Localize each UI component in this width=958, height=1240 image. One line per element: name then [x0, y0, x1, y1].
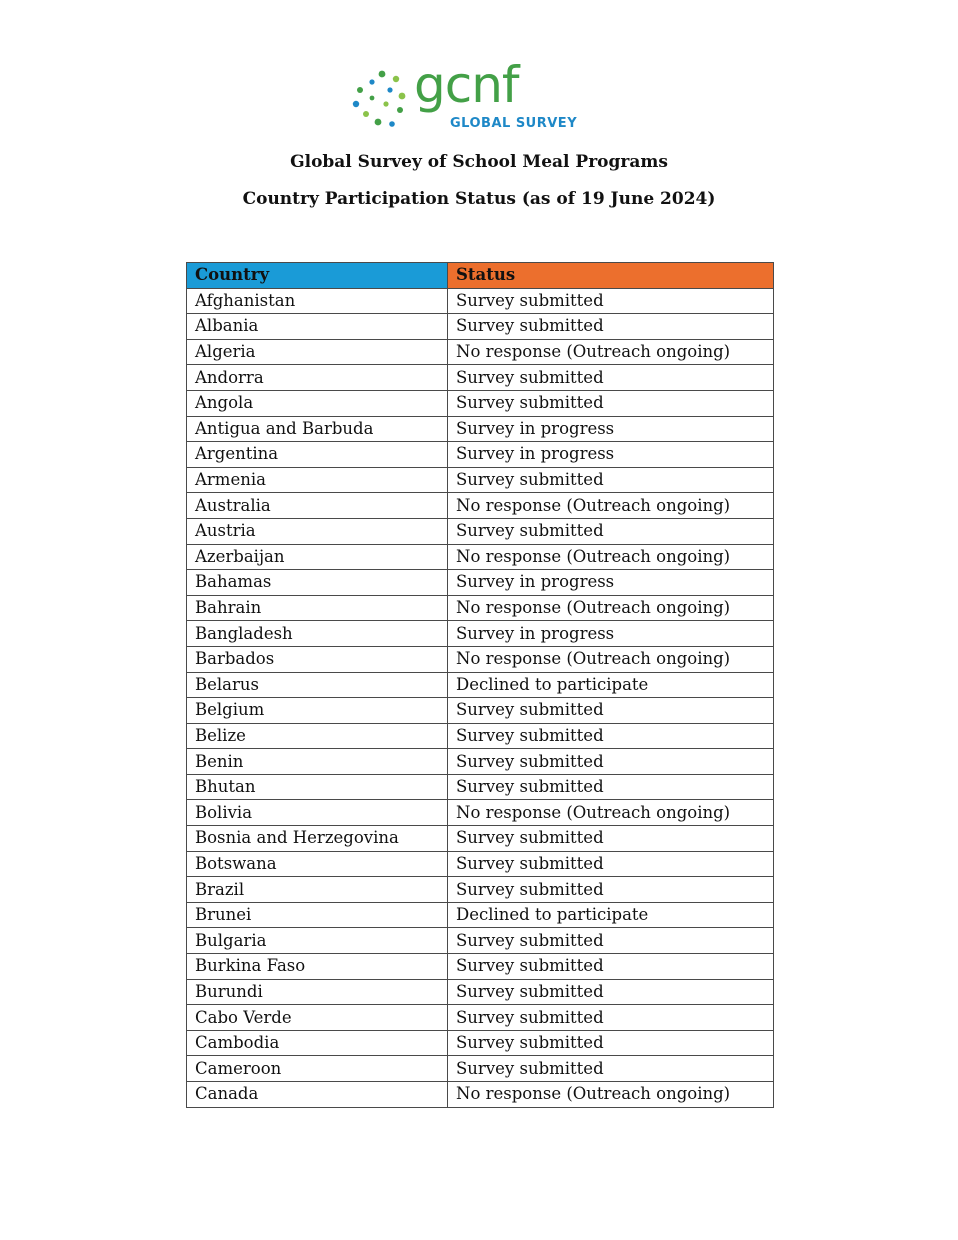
status-cell: Survey submitted — [448, 467, 774, 493]
status-cell: Declined to participate — [448, 902, 774, 928]
table-row — [187, 800, 774, 826]
table-row — [187, 979, 774, 1005]
status-cell: Survey submitted — [448, 954, 774, 980]
country-cell: Andorra — [187, 365, 448, 391]
country-cell: Canada — [187, 1082, 448, 1108]
status-cell: Survey in progress — [448, 416, 774, 442]
status-cell: No response (Outreach ongoing) — [448, 544, 774, 570]
status-cell: Survey in progress — [448, 570, 774, 596]
status-cell: No response (Outreach ongoing) — [448, 646, 774, 672]
table-row — [187, 902, 774, 928]
status-cell: Survey submitted — [448, 877, 774, 903]
country-cell: Antigua and Barbuda — [187, 416, 448, 442]
country-cell: Bhutan — [187, 774, 448, 800]
gcnf-logo — [352, 56, 592, 134]
status-cell: Survey submitted — [448, 979, 774, 1005]
table-row — [187, 851, 774, 877]
country-cell: Cabo Verde — [187, 1005, 448, 1031]
status-cell: No response (Outreach ongoing) — [448, 595, 774, 621]
status-cell: Survey submitted — [448, 1005, 774, 1031]
table-body — [187, 288, 774, 1107]
country-cell: Cambodia — [187, 1030, 448, 1056]
column-header-status: Status — [448, 263, 774, 289]
logo-wordmark: gcnf — [414, 56, 519, 114]
country-cell: Argentina — [187, 442, 448, 468]
country-cell: Burkina Faso — [187, 954, 448, 980]
table-row — [187, 646, 774, 672]
table-row — [187, 365, 774, 391]
status-cell: Survey submitted — [448, 698, 774, 724]
table-row — [187, 339, 774, 365]
status-cell: Survey submitted — [448, 1056, 774, 1082]
table-row — [187, 518, 774, 544]
table-row — [187, 826, 774, 852]
table-row — [187, 467, 774, 493]
status-cell: Survey submitted — [448, 851, 774, 877]
participation-table — [186, 262, 774, 1108]
table-row — [187, 954, 774, 980]
country-cell: Bolivia — [187, 800, 448, 826]
status-cell: Survey submitted — [448, 390, 774, 416]
country-cell: Belarus — [187, 672, 448, 698]
table-row — [187, 442, 774, 468]
status-cell: No response (Outreach ongoing) — [448, 1082, 774, 1108]
table-row — [187, 877, 774, 903]
country-cell: Barbados — [187, 646, 448, 672]
table-row — [187, 672, 774, 698]
table-row — [187, 698, 774, 724]
table-row — [187, 595, 774, 621]
table-row — [187, 544, 774, 570]
document-subtitle: Country Participation Status (as of 19 June 2024) — [242, 189, 716, 209]
country-cell: Austria — [187, 518, 448, 544]
table-row — [187, 390, 774, 416]
table-row — [187, 928, 774, 954]
country-cell: Brunei — [187, 902, 448, 928]
status-cell: No response (Outreach ongoing) — [448, 800, 774, 826]
country-cell: Australia — [187, 493, 448, 519]
country-cell: Belgium — [187, 698, 448, 724]
status-cell: Survey submitted — [448, 928, 774, 954]
country-cell: Brazil — [187, 877, 448, 903]
country-cell: Angola — [187, 390, 448, 416]
document-title: Global Survey of School Meal Programs — [290, 152, 668, 172]
country-cell: Bulgaria — [187, 928, 448, 954]
country-cell: Bahamas — [187, 570, 448, 596]
dots-logo-icon — [352, 68, 412, 130]
status-cell: Survey submitted — [448, 774, 774, 800]
status-cell: Survey submitted — [448, 723, 774, 749]
status-cell: Survey in progress — [448, 621, 774, 647]
country-cell: Bahrain — [187, 595, 448, 621]
column-header-country: Country — [187, 263, 448, 289]
country-cell: Benin — [187, 749, 448, 775]
country-cell: Azerbaijan — [187, 544, 448, 570]
table-header-row — [187, 263, 774, 289]
status-cell: Survey submitted — [448, 749, 774, 775]
logo-subtitle: GLOBAL SURVEY — [450, 116, 578, 131]
table-row — [187, 621, 774, 647]
table-row — [187, 774, 774, 800]
table-row — [187, 288, 774, 314]
status-cell: Survey submitted — [448, 288, 774, 314]
table-row — [187, 416, 774, 442]
status-cell: Declined to participate — [448, 672, 774, 698]
table-row — [187, 723, 774, 749]
country-cell: Armenia — [187, 467, 448, 493]
table-row — [187, 493, 774, 519]
status-cell: Survey submitted — [448, 314, 774, 340]
status-cell: No response (Outreach ongoing) — [448, 493, 774, 519]
table-row — [187, 1056, 774, 1082]
status-cell: Survey submitted — [448, 1030, 774, 1056]
status-cell: Survey in progress — [448, 442, 774, 468]
country-cell: Botswana — [187, 851, 448, 877]
table-row — [187, 1030, 774, 1056]
status-cell: No response (Outreach ongoing) — [448, 339, 774, 365]
country-cell: Burundi — [187, 979, 448, 1005]
country-cell: Belize — [187, 723, 448, 749]
table-row — [187, 1082, 774, 1108]
status-cell: Survey submitted — [448, 365, 774, 391]
country-cell: Afghanistan — [187, 288, 448, 314]
status-cell: Survey submitted — [448, 518, 774, 544]
country-cell: Bangladesh — [187, 621, 448, 647]
status-cell: Survey submitted — [448, 826, 774, 852]
country-cell: Algeria — [187, 339, 448, 365]
table-row — [187, 1005, 774, 1031]
country-cell: Albania — [187, 314, 448, 340]
table-row — [187, 314, 774, 340]
country-cell: Cameroon — [187, 1056, 448, 1082]
table-row — [187, 749, 774, 775]
table-row — [187, 570, 774, 596]
country-cell: Bosnia and Herzegovina — [187, 826, 448, 852]
